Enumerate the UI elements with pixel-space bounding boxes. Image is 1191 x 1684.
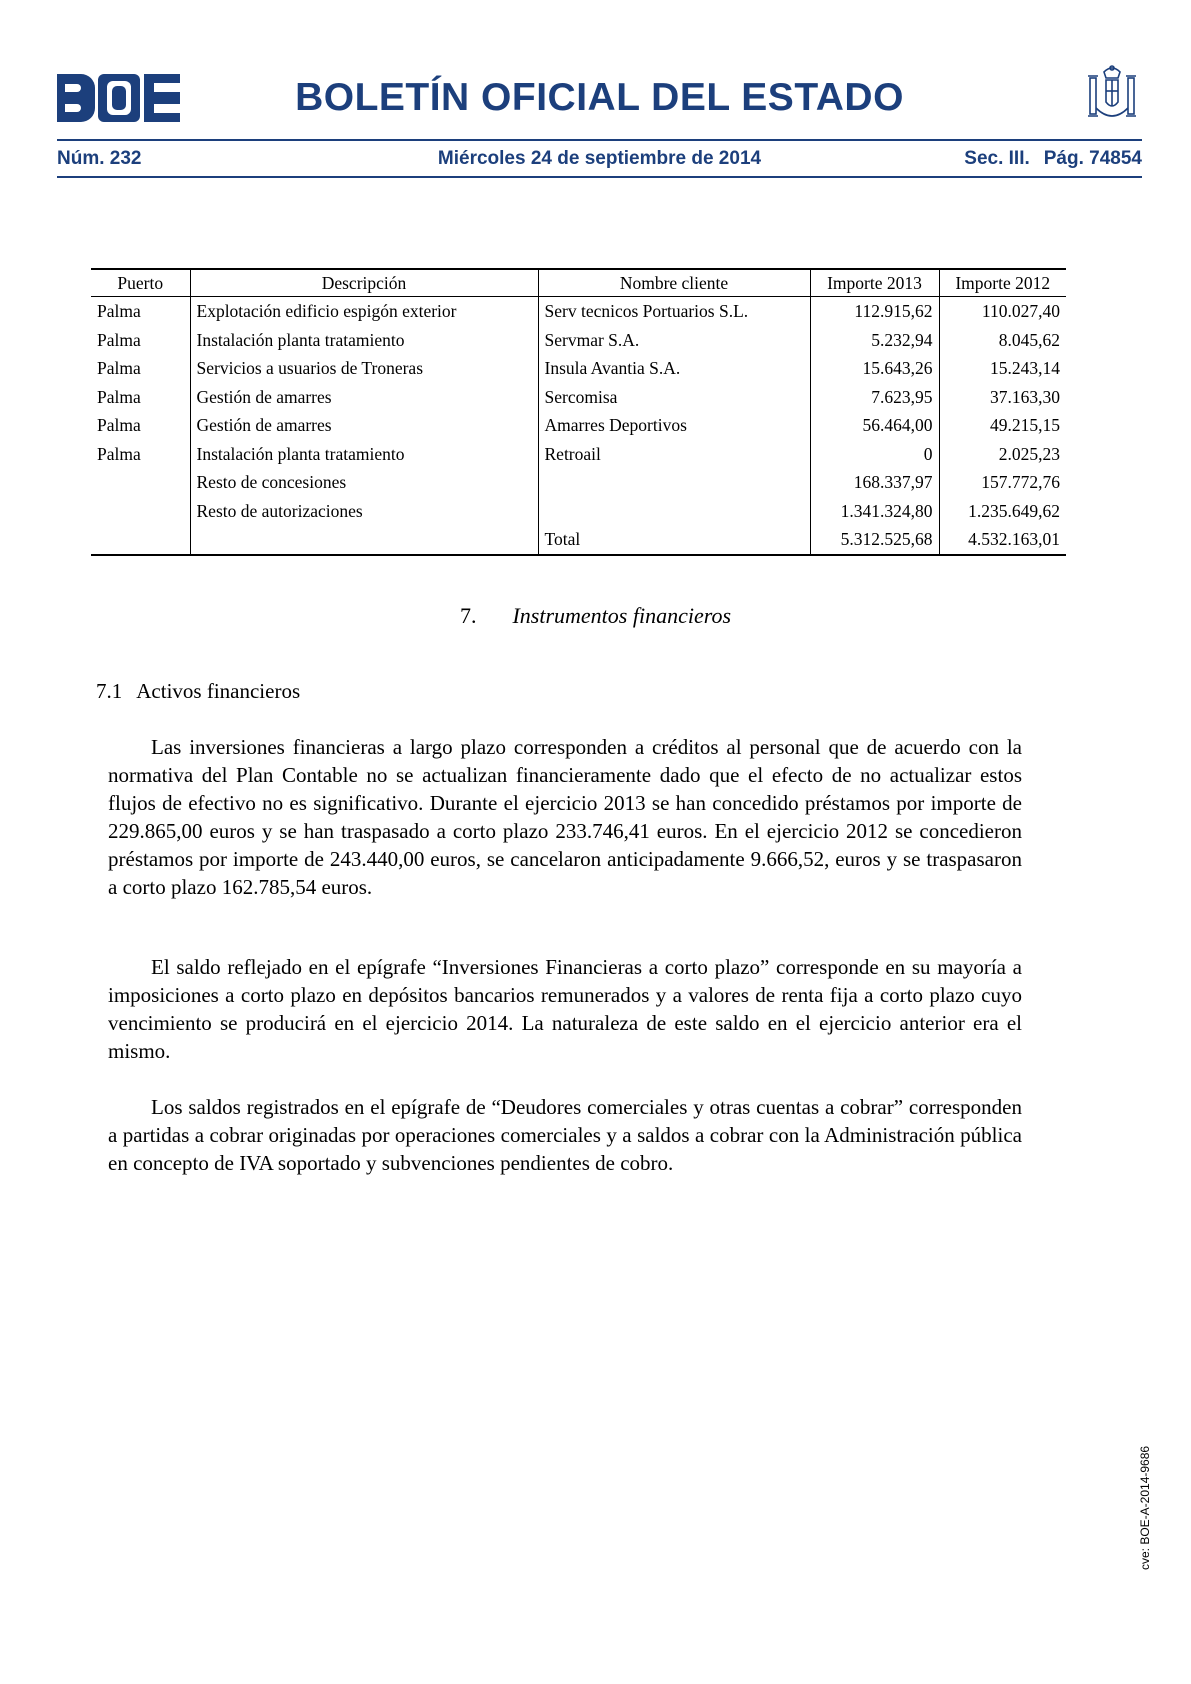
table-header-row	[91, 269, 1066, 297]
cell-total-2012: 4.532.163,01	[939, 525, 1066, 555]
column-header-importe-2013: Importe 2013	[810, 269, 939, 297]
paragraph: Las inversiones financieras a largo plazo corresponden a créditos al personal que de acuerdo con la normativa del Plan Contable no se actualizan financieramente dado que el efecto de no actualizar estos flujos de efectivo no es significativo. Durante el ejercicio 2013 se han concedido préstamos por importe de 229.865,00 euros y se han traspasado a corto plazo 233.746,41 euros. En el ejercicio 2012 se concedieron préstamos por importe de 243.440,00 euros, se cancelaron anticipadamente 9.666,52, euros y se traspasaron a corto plazo 162.785,54 euros.	[108, 735, 1022, 899]
cell-descripcion: Explotación edificio espigón exterior	[190, 297, 538, 326]
cell-puerto: Palma	[97, 415, 141, 436]
cell-importe-2012: 2.025,23	[939, 440, 1066, 469]
cell-descripcion	[190, 525, 538, 555]
cell-nombre-cliente: Retroail	[538, 440, 810, 469]
cell-importe-2012: 49.215,15	[939, 411, 1066, 440]
cell-importe-2012: 110.027,40	[939, 297, 1066, 326]
table-total-row	[91, 525, 1066, 555]
cell-nombre-cliente: Serv tecnicos Portuarios S.L.	[538, 297, 810, 326]
section-label: Sec. III.	[964, 148, 1030, 169]
table-row	[91, 411, 1066, 440]
column-header-nombre-cliente: Nombre cliente	[538, 269, 810, 297]
cell-importe-2013: 7.623,95	[810, 383, 939, 412]
cell-importe-2013: 0	[810, 440, 939, 469]
cell-puerto: Palma	[97, 329, 141, 350]
cell-descripcion: Instalación planta tratamiento	[190, 326, 538, 355]
section-title: Instrumentos financieros	[512, 603, 732, 628]
column-header-descripcion: Descripción	[190, 269, 538, 297]
cell-descripcion: Gestión de amarres	[190, 383, 538, 412]
cell-puerto: Palma	[97, 386, 141, 407]
paragraph: El saldo reflejado en el epígrafe “Inversiones Financieras a corto plazo” corresponde en su mayoría a imposiciones a corto plazo en depósitos bancarios remunerados y a valores de renta fija a corto plazo cuyo vencimiento se producirá en el ejercicio 2014. La naturaleza de este saldo en el ejercicio anterior era el mismo.	[108, 955, 1022, 1063]
issue-number: Núm. 232	[57, 148, 142, 169]
cell-importe-2012: 37.163,30	[939, 383, 1066, 412]
cell-nombre-cliente: Sercomisa	[538, 383, 810, 412]
cve-identifier: cve: BOE-A-2014-9686	[1138, 1445, 1152, 1570]
concessions-table	[91, 268, 1066, 556]
issue-date: Miércoles 24 de septiembre de 2014	[437, 148, 762, 169]
paragraph: Los saldos registrados en el epígrafe de “Deudores comerciales y otras cuentas a cobrar” corresponden a partidas a cobrar originadas por operaciones comerciales y a saldos a cobrar con la Administración pública en concepto de IVA soportado y subvenciones pendientes de cobro.	[108, 1095, 1022, 1175]
cell-importe-2012: 8.045,62	[939, 326, 1066, 355]
cell-importe-2013: 15.643,26	[810, 354, 939, 383]
cell-descripcion: Servicios a usuarios de Troneras	[190, 354, 538, 383]
subsection-heading	[96, 679, 300, 704]
cell-nombre-cliente: Amarres Deportivos	[538, 411, 810, 440]
cell-importe-2013: 112.915,62	[810, 297, 939, 326]
cell-importe-2013: 56.464,00	[810, 411, 939, 440]
table-row	[91, 297, 1066, 326]
table-row	[91, 468, 1066, 497]
subsection-number: 7.1	[96, 679, 123, 703]
cell-importe-2013: 168.337,97	[810, 468, 939, 497]
coat-of-arms-icon	[1082, 62, 1142, 132]
cell-nombre-cliente: Insula Avantia S.A.	[538, 354, 810, 383]
cell-nombre-cliente: Servmar S.A.	[538, 326, 810, 355]
cell-total-label: Total	[538, 525, 810, 555]
cell-importe-2013: 5.232,94	[810, 326, 939, 355]
page-header	[57, 70, 1142, 180]
table-row	[91, 497, 1066, 526]
cell-puerto	[91, 525, 190, 555]
cell-puerto: Palma	[97, 301, 141, 322]
cell-puerto: Palma	[97, 443, 141, 464]
header-rule-bottom	[57, 176, 1142, 178]
cell-puerto	[91, 468, 190, 497]
cell-puerto: Palma	[97, 358, 141, 379]
publication-title: BOLETÍN OFICIAL DEL ESTADO	[295, 76, 904, 119]
cell-puerto	[91, 497, 190, 526]
cell-descripcion: Gestión de amarres	[190, 411, 538, 440]
column-header-puerto: Puerto	[91, 269, 190, 297]
table-row	[91, 326, 1066, 355]
table-row	[91, 354, 1066, 383]
section-page	[964, 148, 1142, 170]
cell-descripcion: Resto de autorizaciones	[190, 497, 538, 526]
section-number: 7.	[459, 603, 477, 628]
cell-importe-2013: 1.341.324,80	[810, 497, 939, 526]
cell-descripcion: Instalación planta tratamiento	[190, 440, 538, 469]
cell-nombre-cliente	[538, 468, 810, 497]
table-row	[91, 440, 1066, 469]
cell-total-2013: 5.312.525,68	[810, 525, 939, 555]
column-header-importe-2012: Importe 2012	[939, 269, 1066, 297]
header-rule-top	[57, 139, 1142, 141]
cell-importe-2012: 15.243,14	[939, 354, 1066, 383]
cell-importe-2012: 157.772,76	[939, 468, 1066, 497]
cell-nombre-cliente	[538, 497, 810, 526]
cell-descripcion: Resto de concesiones	[190, 468, 538, 497]
section-heading	[0, 603, 1191, 629]
table-row	[91, 383, 1066, 412]
page-number: Pág. 74854	[1043, 148, 1142, 169]
cell-importe-2012: 1.235.649,62	[939, 497, 1066, 526]
subsection-title: Activos financieros	[136, 679, 301, 703]
